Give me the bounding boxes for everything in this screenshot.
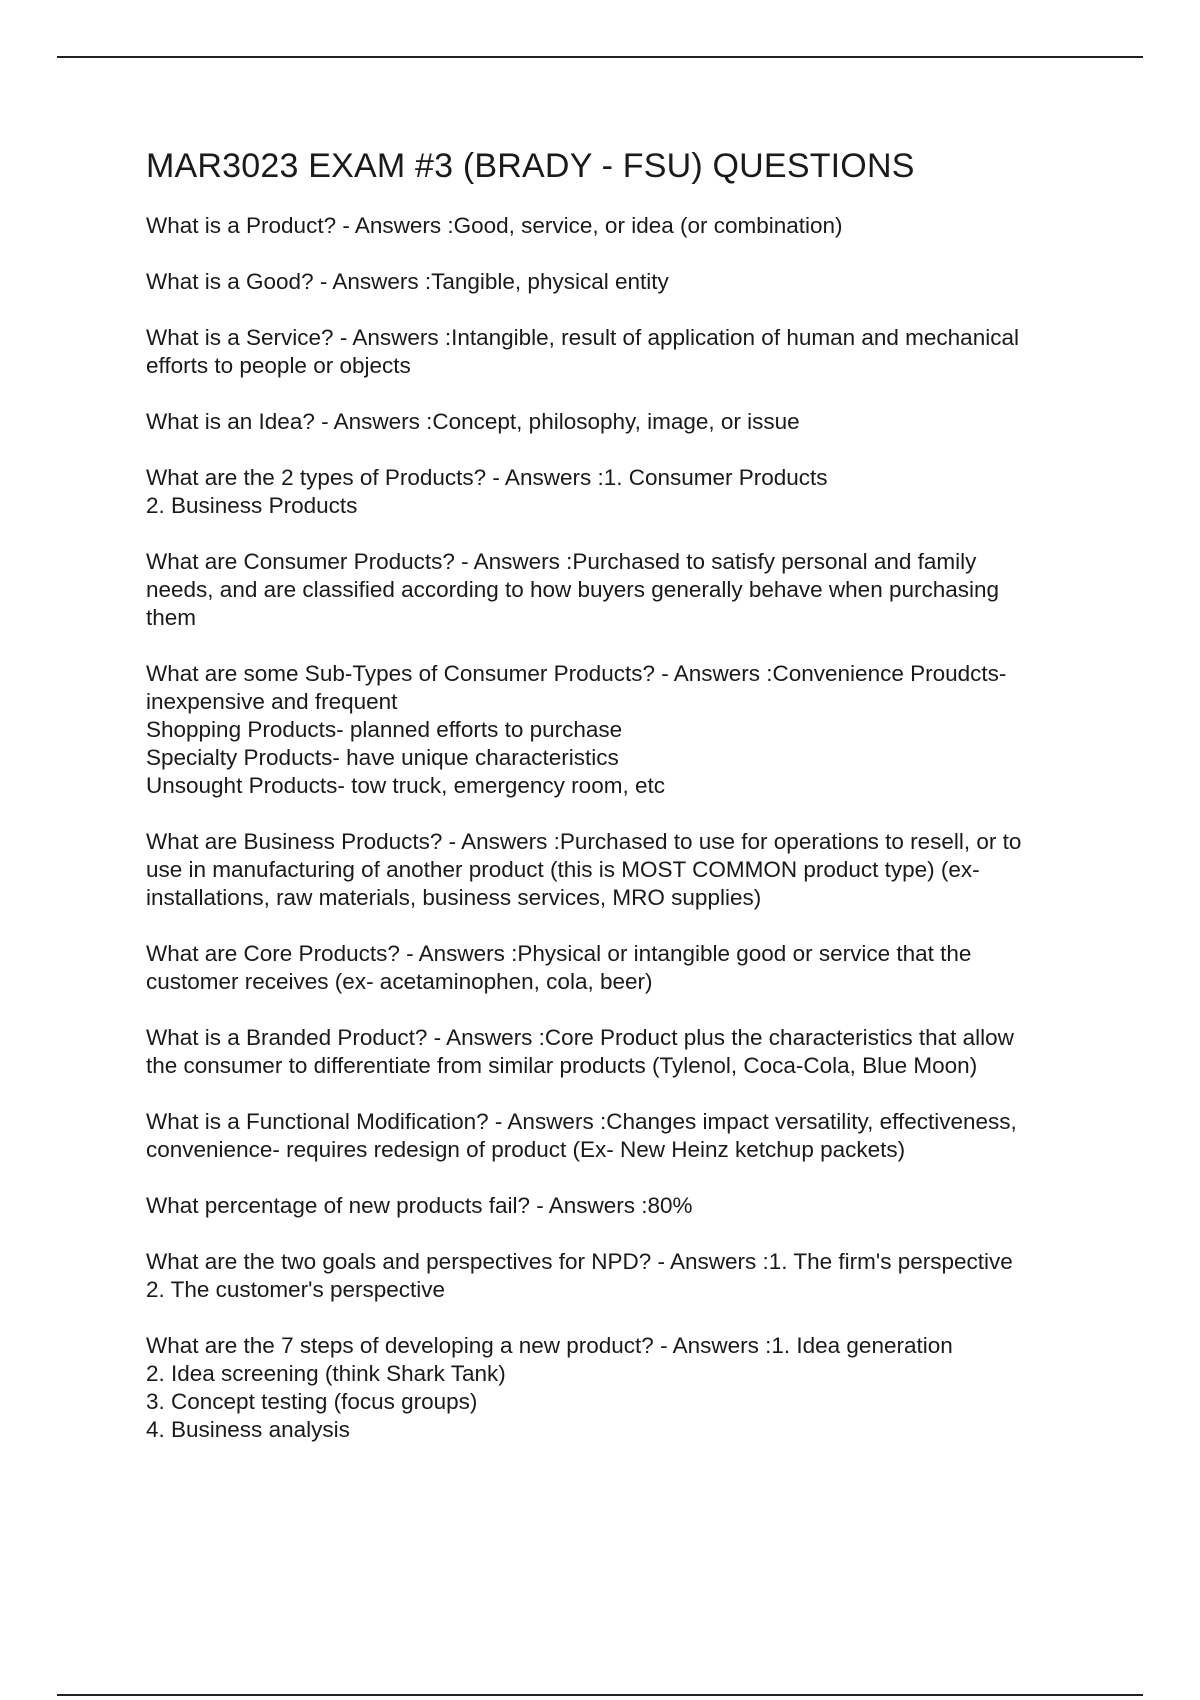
qa-entry: What is an Idea? - Answers :Concept, philosophy, image, or issue [146, 409, 800, 434]
qa-entry: What is a Product? - Answers :Good, service, or idea (or combination) [146, 213, 843, 238]
qa-entry: What are Core Products? - Answers :Physical or intangible good or service that the customer receives (ex- acetaminophen, cola, beer) [146, 941, 972, 994]
qa-entry: What percentage of new products fail? - Answers :80% [146, 1193, 693, 1218]
qa-entry: What are Consumer Products? - Answers :Purchased to satisfy personal and family needs, and are classified according to how buyers generally behave when purchasing them [146, 549, 1000, 630]
qa-entry: What are the 7 steps of developing a new product? - Answers :1. Idea generation 2. Idea screening (think Shark Tank) 3. Concept testing (focus groups) 4. Business analysis [146, 1333, 953, 1442]
qa-entry: What are the two goals and perspectives for NPD? - Answers :1. The firm's perspective 2. The customer's perspective [146, 1249, 1013, 1302]
qa-entry: What is a Good? - Answers :Tangible, physical entity [146, 269, 669, 294]
qa-entry: What are some Sub-Types of Consumer Products? - Answers :Convenience Proudcts- inexpensive and frequent Shopping Products- planned efforts to purchase Specialty Products- have unique characteristics Unsought Products- tow truck, emergency room, etc [146, 661, 1007, 798]
bottom-rule [57, 1694, 1143, 1696]
document-body [146, 142, 1106, 1472]
qa-entry: What are Business Products? - Answers :Purchased to use for operations to resell, or to use in manufacturing of another product (this is MOST COMMON product type) (ex- installations, raw materials, business services, MRO supplies) [146, 829, 1022, 910]
document-title: MAR3023 EXAM #3 (BRADY - FSU) QUESTIONS [146, 147, 915, 185]
top-rule [57, 56, 1143, 58]
qa-entry: What is a Branded Product? - Answers :Core Product plus the characteristics that allow the consumer to differentiate from similar products (Tylenol, Coca-Cola, Blue Moon) [146, 1025, 1014, 1078]
qa-entry: What are the 2 types of Products? - Answers :1. Consumer Products 2. Business Products [146, 465, 828, 518]
qa-entry: What is a Functional Modification? - Answers :Changes impact versatility, effectiveness, convenience- requires redesign of product (Ex- New Heinz ketchup packets) [146, 1109, 1017, 1162]
qa-entry: What is a Service? - Answers :Intangible, result of application of human and mechanical efforts to people or objects [146, 325, 1019, 378]
